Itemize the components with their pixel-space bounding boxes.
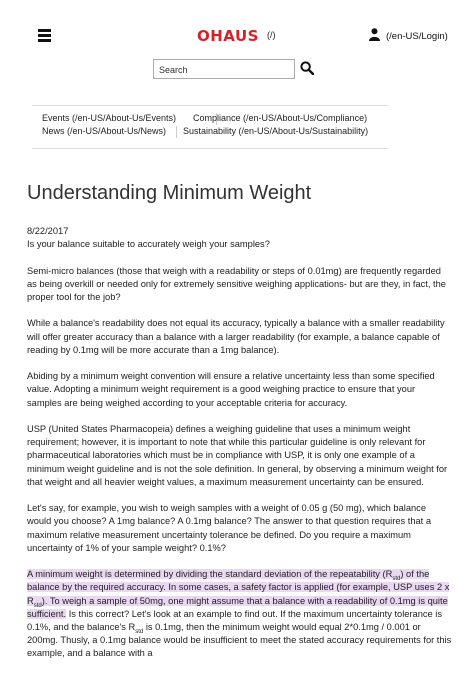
highlighted-text: A minimum weight is determined by dividing the standard deviation of the repeatability $(R_{std})$ of the balance by the required accuracy. In some cases, a safety factor is applied (for example, USP uses 2 x $R_{std}$). To weigh a sample of 50mg, one might assume that a balance with a readability of 0.1mg is quite sufficient.: [27, 569, 450, 619]
page-title: Understanding Minimum Weight: [27, 182, 312, 204]
search-icon[interactable]: [300, 61, 314, 75]
article-paragraph: Abiding by a minimum weight convention will ensure a relative uncertainty less than some specified value. Adopting a minimum weight requirement is a good weighing practice to ensure that your samples are being weighed according to your acceptable criteria for accuracy.: [27, 371, 435, 408]
ohaus-logo[interactable]: OHAUS: [197, 27, 259, 45]
article-paragraph: While a balance's readability does not equal its accuracy, typically a balance with a smaller readability will offer greater accuracy than a balance with a larger readability (for example, a balance capable of reading by 0.1mg will be more accurate than a 1mg balance).: [27, 318, 445, 355]
article-intro-question: Is your balance suitable to accurately weigh your samples?: [27, 239, 270, 250]
login-link[interactable]: (/en-US/Login): [386, 31, 448, 42]
subnav-link-compliance[interactable]: Compliance (/en-US/About-Us/Compliance): [193, 113, 368, 123]
article-paragraph: USP (United States Pharmacopeia) defines a weighing guideline that uses a minimum weight requirement; however, it is important to note that while this particular guideline is only relevant for pharmaceutical laboratories which must be in compliance with USP, it is only one example of a minimum weight guideline and is not the sole definition. In general, by observing a minimum weight for that weight and all heavier weight values, a maximum measurement uncertainty can be ensured.: [27, 423, 448, 487]
article-paragraph: Let's say, for example, you wish to weigh samples with a weight of 0.05 g (50 mg), which balance would you choose? A 1mg balance? A 0.1mg balance? The answer to that question requires that a maximum relative measurement uncertainty tolerance be defined. Do you require a maximum uncertainty of 1% of your sample weight? 0.1%?: [27, 503, 432, 553]
article-body: [27, 225, 452, 674]
subnav-link-sustainability[interactable]: Sustainability (/en-US/About-Us/Sustainability): [183, 126, 369, 136]
user-icon[interactable]: [369, 28, 380, 41]
search-input[interactable]: [154, 61, 289, 79]
about-us-subnav: [32, 105, 388, 149]
article-date: 8/22/2017: [27, 226, 69, 236]
subnav-divider: [176, 126, 177, 138]
logo-link-path[interactable]: (/): [267, 30, 276, 40]
article-paragraph-minimum-weight: A minimum weight is determined by dividing the standard deviation of the repeatability $(R_{std})$ of the balance by the required accuracy. In some cases, a safety factor is applied (for example, USP uses 2 x $R_{std}$). To weigh a sample of 50mg, one might assume that a balance with a readability of 0.1mg is quite sufficient. Is this correct? Let's look at an example to find out. If the maximum uncertainty tolerance is 0.1%, and the balance's $R_{std}$ is 0.1mg, then the minimum weight would equal 2*0.1mg / 0.001 or 200mg. Thusly, a 0.1mg balance would be insufficient to meet the stated accuracy requirements for this example, and a balance with a: [27, 569, 452, 659]
search-box: [153, 59, 295, 79]
article-paragraph: Semi-micro balances (those that weigh with a readability or steps of 0.01mg) are frequently regarded as being overkill or needed only for extremely sensitive weighing applications- but are they, in fact, the proper tool for the job?: [27, 265, 446, 302]
hamburger-menu-icon[interactable]: [38, 29, 51, 42]
subnav-link-news[interactable]: News (/en-US/About-Us/News): [42, 126, 167, 136]
subnav-link-events[interactable]: Events (/en-US/About-Us/Events): [42, 113, 177, 123]
